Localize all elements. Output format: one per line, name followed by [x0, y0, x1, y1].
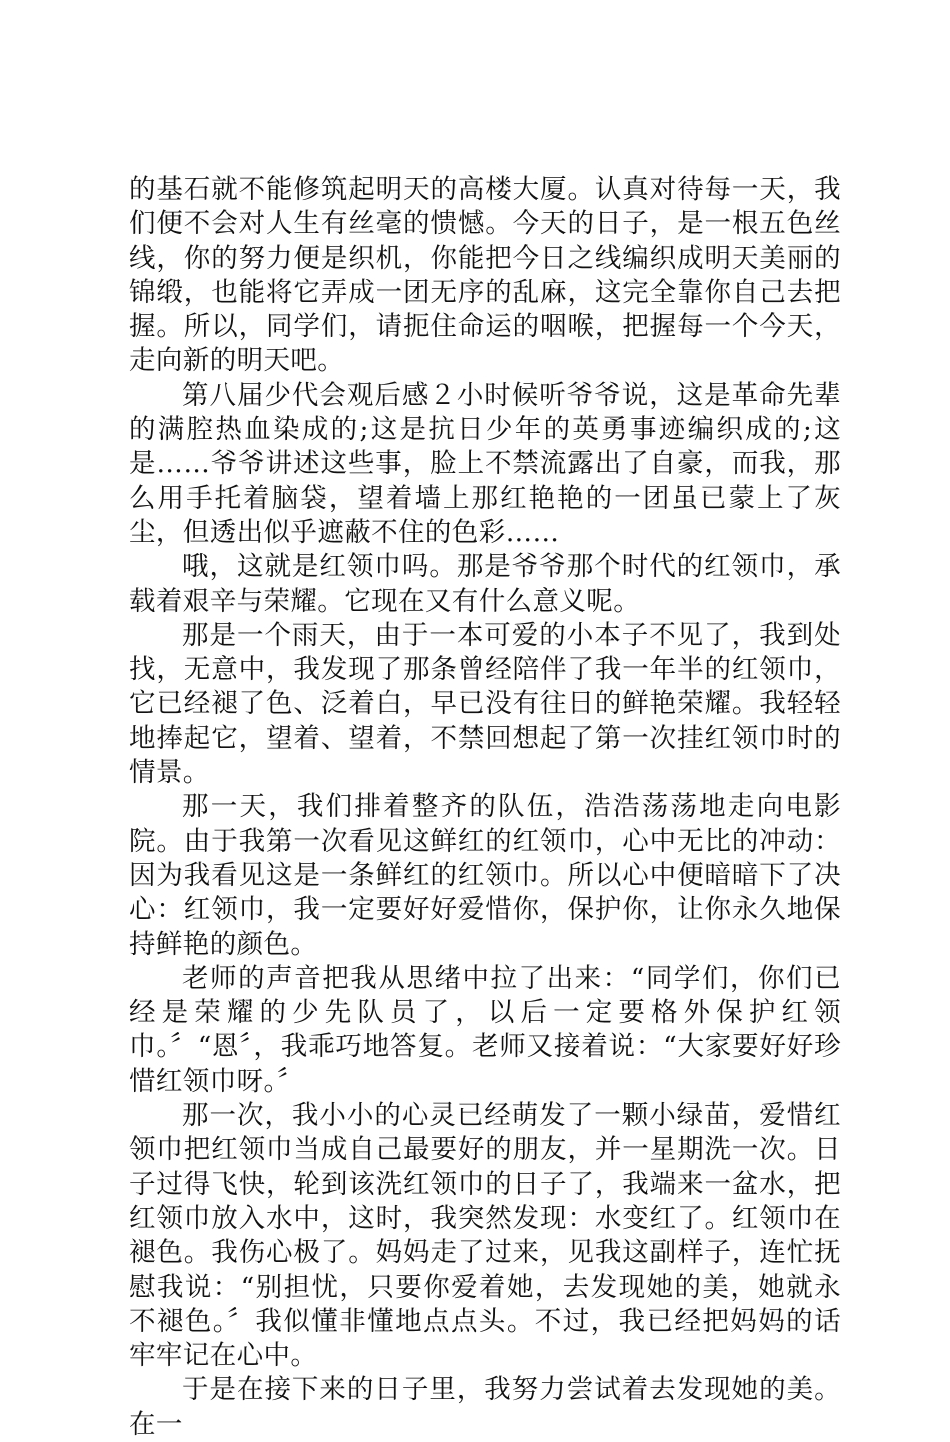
paragraph-4: 那是一个雨天，由于一本可爱的小本子不见了，我到处找，无意中，我发现了那条曾经陪伴了我一年半的红领巾，它已经褪了色、泛着白，早已没有往日的鲜艳荣耀。我轻轻地捧起它，望着、望着，不禁回想起了第一次挂红领巾时的情景。: [129, 619, 841, 789]
paragraph-8: 于是在接下来的日子里，我努力尝试着去发现她的美。在一: [129, 1374, 841, 1440]
paragraph-2: 第八届少代会观后感２小时候听爷爷说，这是革命先辈的满腔热血染成的;这是抗日少年的英勇事迹编织成的;这是……爷爷讲述这些事，脸上不禁流露出了自豪，而我，那么用手托着脑袋，望着墙上那红艳艳的一团虽已蒙上了灰尘，但透出似乎遮蔽不住的色彩……: [129, 379, 841, 548]
paragraph-3: 哦，这就是红领巾吗。那是爷爷那个时代的红领巾，承载着艰辛与荣耀。它现在又有什么意义呢。: [129, 551, 841, 617]
paragraph-6: 老师的声音把我从思绪中拉了出来：“同学们，你们已经是荣耀的少先队员了，以后一定要格外保护红领巾。〞“恩〞，我乖巧地答复。老师又接着说：“大家要好好珍惜红领巾呀。〞: [129, 962, 841, 1097]
paragraph-7: 那一次，我小小的心灵已经萌发了一颗小绿苗，爱惜红领巾把红领巾当成自己最要好的朋友，并一星期洗一次。日子过得飞快，轮到该洗红领巾的日子了，我端来一盆水，把红领巾放入水中，这时，我突然发现：水变红了。红领巾在褪色。我伤心极了。妈妈走了过来，见我这副样子，连忙抚慰我说：“别担忧，只要你爱着她，去发现她的美，她就永不褪色。〞我似懂非懂地点点头。不过，我已经把妈妈的话牢牢记在心中。: [129, 1100, 841, 1372]
paragraph-1: 的基石就不能修筑起明天的高楼大厦。认真对待每一天，我们便不会对人生有丝毫的愦憾。今天的日子，是一根五色丝线，你的努力便是织机，你能把今日之线编织成明天美丽的锦缎，也能将它弄成一团无序的乱麻，这完全靠你自己去把握。所以，同学们，请扼住命运的咽喉，把握每一个今天，走向新的明天吧。: [129, 174, 841, 377]
document-body: [129, 173, 841, 1442]
paragraph-5: 那一天，我们排着整齐的队伍，浩浩荡荡地走向电影院。由于我第一次看见这鲜红的红领巾，心中无比的冲动：因为我看见这是一条鲜红的红领巾。所以心中便暗暗下了决心：红领巾，我一定要好好爱惜你，保护你，让你永久地保持鲜艳的颜色。: [129, 791, 841, 960]
